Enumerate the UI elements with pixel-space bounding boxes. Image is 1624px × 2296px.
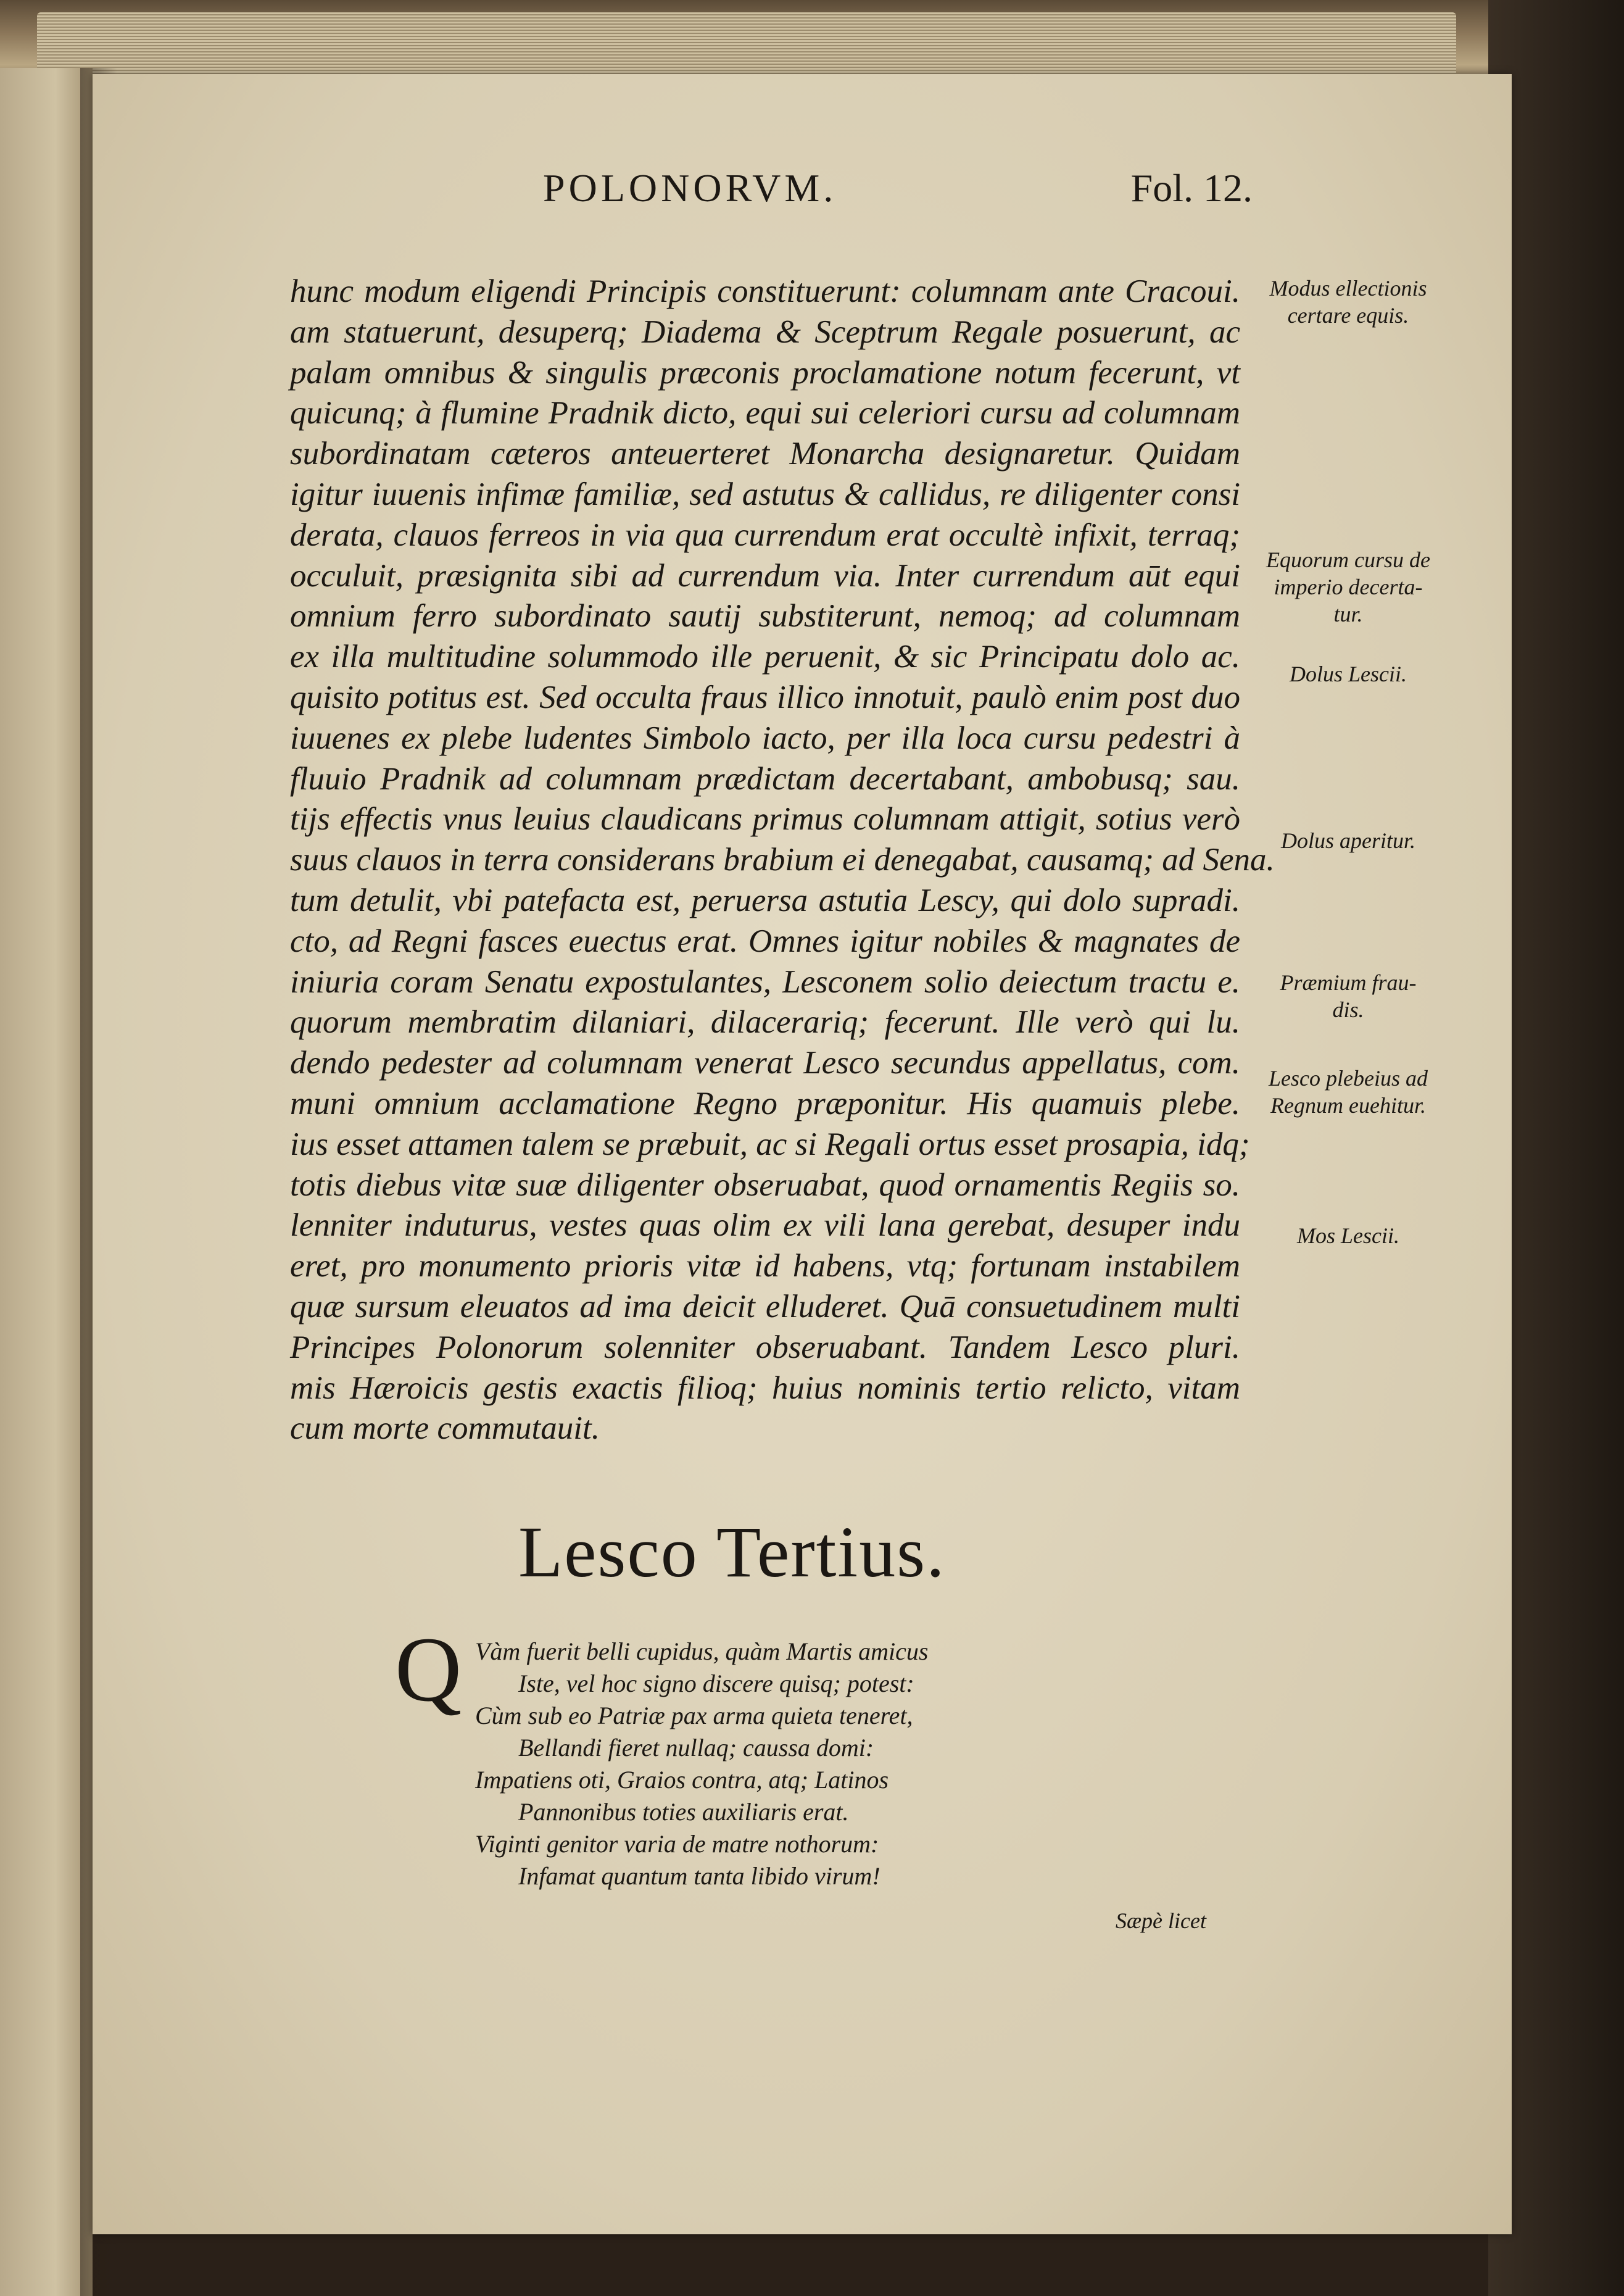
folio-number: Fol. 12.: [1130, 166, 1253, 210]
text-line: fluuio Pradnik ad columnam prædictam decertabant, ambobusq; sau.: [290, 760, 1240, 797]
page-header: [543, 164, 1253, 213]
margin-note: [1246, 1065, 1450, 1119]
margin-note-line: Dolus aperitur.: [1280, 828, 1416, 853]
section-title: Lesco Tertius.: [518, 1512, 946, 1592]
margin-note-line: Præmium frau-: [1280, 970, 1417, 995]
poem-line: Infamat quantum tanta libido virum!: [518, 1862, 880, 1890]
body-text: [290, 272, 1275, 1449]
margin-note: [1246, 969, 1450, 1023]
margin-note: [1246, 275, 1450, 329]
text-line: cum morte commutauit.: [290, 1410, 600, 1447]
poem-line: Vàm fuerit belli cupidus, quàm Martis amicus: [475, 1637, 929, 1665]
drop-cap: Q: [395, 1618, 462, 1721]
text-line: iuuenes ex plebe ludentes Simbolo iacto, per illa loca cursu pedestri à: [290, 720, 1240, 756]
text-line: mis Hæroicis gestis exactis filioq; huius nominis tertio relicto, vitam: [290, 1370, 1240, 1406]
margin-note-line: dis.: [1332, 997, 1364, 1022]
poem-line: Bellandi fieret nullaq; caussa domi:: [518, 1734, 874, 1762]
margin-note-line: imperio decerta-: [1274, 575, 1423, 599]
text-line: igitur iuuenis infimæ familiæ, sed astutus & callidus, re diligenter consi: [290, 476, 1240, 512]
margin-note-line: Modus ellectionis: [1269, 276, 1427, 301]
poem-line: Cùm sub eo Patriæ pax arma quieta teneret,: [475, 1702, 913, 1729]
text-line: dendo pedester ad columnam venerat Lesco secundus appellatus, com.: [290, 1045, 1240, 1081]
margin-note: [1246, 546, 1450, 628]
text-line: derata, clauos ferreos in via qua currendum erat occultè infixit, terraq;: [290, 517, 1240, 553]
poem-lines: [475, 1636, 1092, 1892]
text-line: totis diebus vitæ suæ diligenter obseruabat, quod ornamentis Regiis so.: [290, 1167, 1240, 1203]
margin-note-line: certare equis.: [1287, 303, 1409, 328]
text-line: hunc modum eligendi Principis constituerunt: columnam ante Cracoui.: [290, 273, 1240, 309]
poem-line: Iste, vel hoc signo discere quisq; potest:: [518, 1670, 914, 1697]
margin-note-line: Regnum euehitur.: [1270, 1093, 1426, 1118]
facing-page-edge: [0, 68, 93, 2296]
text-line: lenniter induturus, vestes quas olim ex vili lana gerebat, desuper indu: [290, 1207, 1240, 1244]
text-line: quicunq; à flumine Pradnik dicto, equi sui celeriori cursu ad columnam: [290, 395, 1240, 431]
poem-line: Viginti genitor varia de matre nothorum:: [475, 1830, 879, 1858]
margin-note: [1246, 827, 1450, 854]
text-line: ex illa multitudine solummodo ille peruenit, & sic Principatu dolo ac.: [290, 639, 1240, 675]
margin-note: [1246, 1222, 1450, 1249]
text-line: quisito potitus est. Sed occulta fraus illico innotuit, paulò enim post duo: [290, 679, 1240, 715]
text-line: muni omnium acclamatione Regno præponitur. His quamuis plebe.: [290, 1085, 1240, 1121]
running-title: POLONORVM.: [543, 166, 837, 210]
text-line: ius esset attamen talem se præbuit, ac si Regali ortus esset prosapia, idq;: [290, 1126, 1250, 1162]
text-line: Principes Polonorum solenniter obseruabant. Tandem Lesco pluri.: [290, 1329, 1240, 1365]
text-line: suus clauos in terra considerans brabium ei denegabat, causamq; ad Sena.: [290, 842, 1275, 878]
text-line: iniuria coram Senatu expostulantes, Lesconem solio deiectum tractu e.: [290, 963, 1240, 1000]
text-line: occuluit, præsignita sibi ad currendum via. Inter currendum aūt equi: [290, 557, 1240, 594]
margin-note: [1246, 660, 1450, 688]
poem-line: Impatiens oti, Graios contra, atq; Latinos: [475, 1766, 889, 1794]
margin-note-line: Lesco plebeius ad: [1269, 1066, 1428, 1091]
text-line: am statuerunt, desuperq; Diadema & Sceptrum Regale posuerunt, ac: [290, 314, 1240, 350]
catchword: Sæpè licet: [1116, 1908, 1206, 1933]
margin-note-line: tur.: [1333, 602, 1363, 626]
poem-line: Pannonibus toties auxiliaris erat.: [518, 1798, 849, 1826]
text-line: cto, ad Regni fasces euectus erat. Omnes igitur nobiles & magnates de: [290, 923, 1240, 959]
text-line: palam omnibus & singulis præconis proclamatione notum fecerunt, vt: [290, 354, 1240, 391]
text-line: subordinatam cæteros anteuerteret Monarcha designaretur. Quidam: [290, 436, 1240, 472]
text-line: tum detulit, vbi patefacta est, peruersa astutia Lescy, qui dolo supradi.: [290, 882, 1240, 918]
margin-note-line: Equorum cursu de: [1266, 547, 1430, 572]
margin-note-line: Mos Lescii.: [1297, 1223, 1399, 1248]
text-line: eret, pro monumento prioris vitæ id habens, vtq; fortunam instabilem: [290, 1248, 1240, 1284]
text-line: quorum membratim dilaniari, dilacerariq; fecerunt. Ille verò qui lu.: [290, 1004, 1240, 1041]
text-line: quæ sursum eleuatos ad ima deicit elluderet. Quā consuetudinem multi: [290, 1288, 1240, 1325]
page-stack-edge: [37, 12, 1456, 80]
text-line: omnium ferro subordinato sautij substiterunt, nemoq; ad columnam: [290, 598, 1240, 634]
text-line: tijs effectis vnus leuius claudicans primus columnam attigit, sotius verò: [290, 801, 1240, 838]
margin-note-line: Dolus Lescii.: [1289, 662, 1407, 686]
